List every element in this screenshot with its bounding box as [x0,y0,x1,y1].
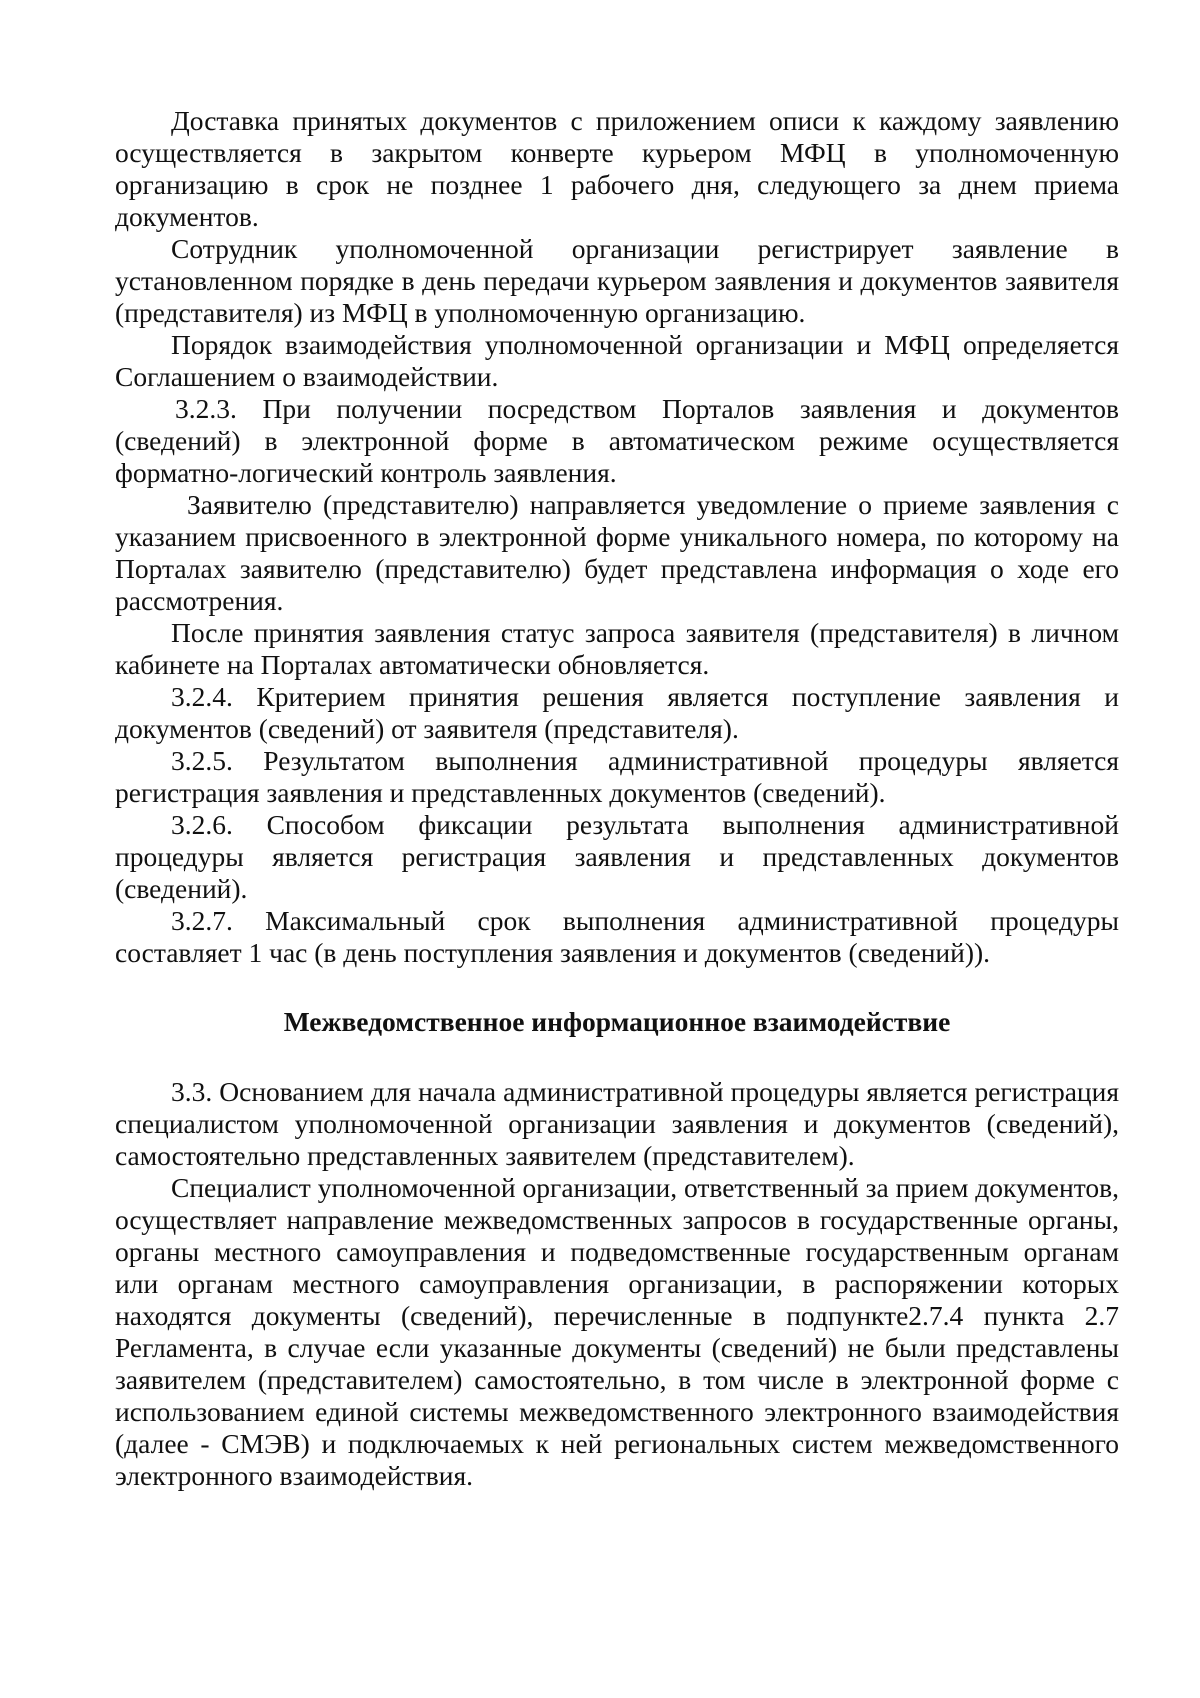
paragraph-3-3: 3.3. Основанием для начала административной процедуры является регистрация специалистом уполномоченной организации заявления и документов (сведений), самостоятельно представленных заявителем (представителем). [115,1076,1119,1171]
document-page [115,105,1119,1492]
paragraph-3-2-3: 3.2.3. При получении посредством Порталов заявления и документов (сведений) в электронной форме в автоматическом режиме осуществляется форматно-логический контроль заявления. [115,393,1119,488]
paragraph-3-2-6: 3.2.6. Способом фиксации результата выполнения административной процедуры является регистрация заявления и представленных документов (сведений). [115,809,1119,904]
paragraph-3-2-4: 3.2.4. Критерием принятия решения является поступление заявления и документов (сведений) от заявителя (представителя). [115,681,1119,744]
paragraph-3-2-5: 3.2.5. Результатом выполнения административной процедуры является регистрация заявления и представленных документов (сведений). [115,745,1119,808]
paragraph-notification: Заявителю (представителю) направляется уведомление о приеме заявления с указанием присвоенного в электронной форме уникального номера, по которому на Порталах заявителю (представителю) будет представлена информация о ходе его рассмотрения. [115,489,1119,616]
paragraph-status-update: После принятия заявления статус запроса заявителя (представителя) в личном кабинете на Порталах автоматически обновляется. [115,617,1119,680]
section-heading: Межведомственное информационное взаимодействие [283,1006,951,1037]
paragraph-interaction-order: Порядок взаимодействия уполномоченной организации и МФЦ определяется Соглашением о взаимодействии. [115,329,1119,392]
paragraph-3-2-7: 3.2.7. Максимальный срок выполнения административной процедуры составляет 1 час (в день поступления заявления и документов (сведений)). [115,905,1119,968]
paragraph-delivery: Доставка принятых документов с приложением описи к каждому заявлению осуществляется в закрытом конверте курьером МФЦ в уполномоченную организацию в срок не позднее 1 рабочего дня, следующего за днем приема документов. [115,105,1119,232]
paragraph-specialist-requests: Специалист уполномоченной организации, ответственный за прием документов, осуществляет направление межведомственных запросов в государственные органы, органы местного самоуправления и подведомственные государственным органам или органам местного самоуправления организации, в распоряжении которых находятся документы (сведений), перечисленные в подпункте2.7.4 пункта 2.7 Регламента, в случае если указанные документы (сведений) не были представлены заявителем (представителем) самостоятельно, в том числе в электронной форме с использованием единой системы межведомственного электронного взаимодействия (далее - СМЭВ) и подключаемых к ней региональных систем межведомственного электронного взаимодействия. [115,1172,1119,1491]
paragraph-registration: Сотрудник уполномоченной организации регистрирует заявление в установленном порядке в день передачи курьером заявления и документов заявителя (представителя) из МФЦ в уполномоченную организацию. [115,233,1119,328]
